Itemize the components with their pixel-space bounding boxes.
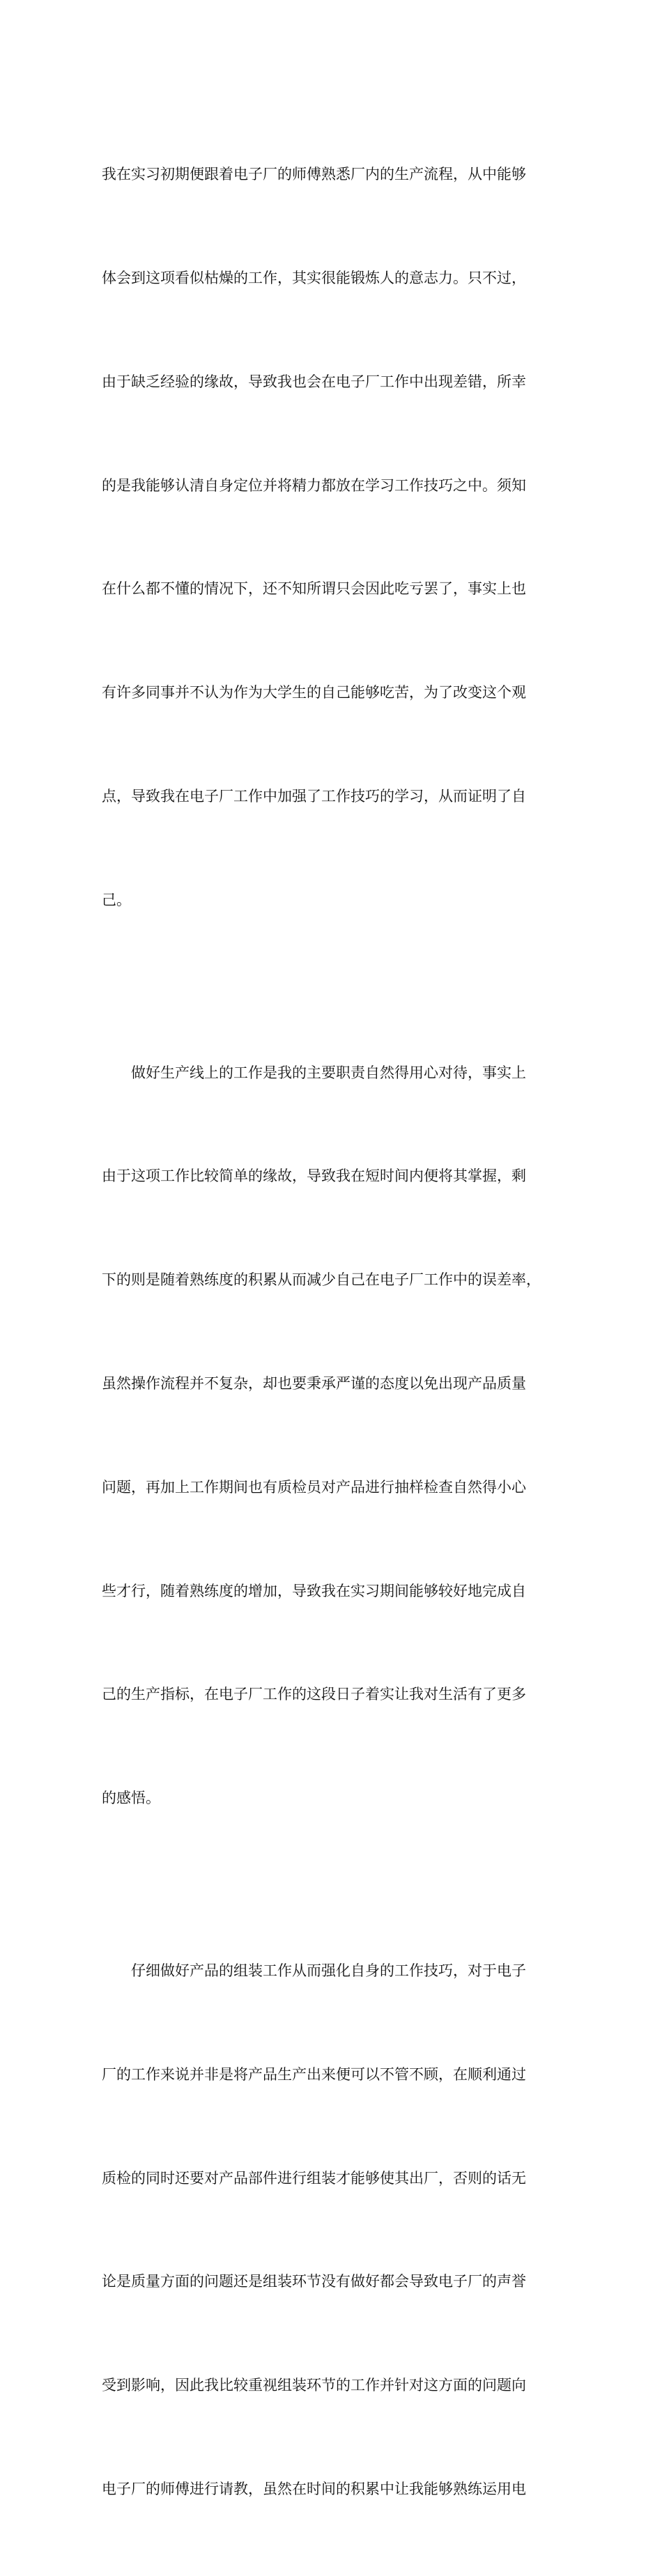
text-line: 我在实习初期便跟着电子厂的师傅熟悉厂内的生产流程，从中能够: [102, 166, 526, 183]
text-line: 点，导致我在电子厂工作中加强了工作技巧的学习，从而证明了自: [102, 787, 526, 805]
text-line: 由于缺乏经验的缘故，导致我也会在电子厂工作中出现差错，所幸: [102, 373, 526, 390]
text-line: 厂的工作来说并非是将产品生产出来便可以不管不顾，在顺利通过: [102, 2065, 526, 2083]
text-line: 质检的同时还要对产品部件进行组装才能够使其出厂，否则的话无: [102, 2169, 526, 2187]
text-line: 己。: [102, 891, 131, 908]
text-line: 受到影响，因此我比较重视组装环节的工作并针对这方面的问题向: [102, 2377, 526, 2394]
text-line: 体会到这项看似枯燥的工作，其实很能锻炼人的意志力。只不过，: [102, 269, 526, 286]
text-line: 的感悟。: [102, 1790, 160, 1807]
text-line: 在什么都不懂的情况下，还不知所谓只会因此吃亏罢了，事实上也: [102, 580, 526, 598]
text-line: 下的则是随着熟练度的积累从而减少自己在电子厂工作中的误差率，: [102, 1271, 541, 1289]
text-line: 虽然操作流程并不复杂，却也要秉承严谨的态度以免出现产品质量: [102, 1374, 526, 1392]
text-line: 仔细做好产品的组装工作从而强化自身的工作技巧，对于电子: [131, 1962, 526, 1980]
text-line: 有许多同事并不认为作为大学生的自己能够吃苦，为了改变这个观: [102, 684, 526, 701]
paragraph-1: [102, 88, 562, 986]
text-line: 些才行，随着熟练度的增加，导致我在实习期间能够较好地完成自: [102, 1582, 526, 1599]
text-line: 问题，再加上工作期间也有质检员对产品进行抽样检查自然得小心: [102, 1478, 526, 1496]
text-line: 己的生产指标，在电子厂工作的这段日子着实让我对生活有了更多: [102, 1686, 526, 1703]
document-body: [102, 88, 562, 2576]
text-line: 论是质量方面的问题还是组装环节没有做好都会导致电子厂的声誉: [102, 2273, 526, 2290]
text-line: 做好生产线上的工作是我的主要职责自然得用心对待，事实上: [131, 1064, 526, 1081]
text-line: 由于这项工作比较简单的缘故，导致我在短时间内便将其掌握，剩: [102, 1167, 526, 1185]
paragraph-3: [102, 1885, 562, 2576]
paragraph-2: [102, 986, 562, 1884]
text-line: 电子厂的师傅进行请教，虽然在时间的积累中让我能够熟练运用电: [102, 2480, 526, 2497]
text-line: 的是我能够认清自身定位并将精力都放在学习工作技巧之中。须知: [102, 476, 526, 494]
